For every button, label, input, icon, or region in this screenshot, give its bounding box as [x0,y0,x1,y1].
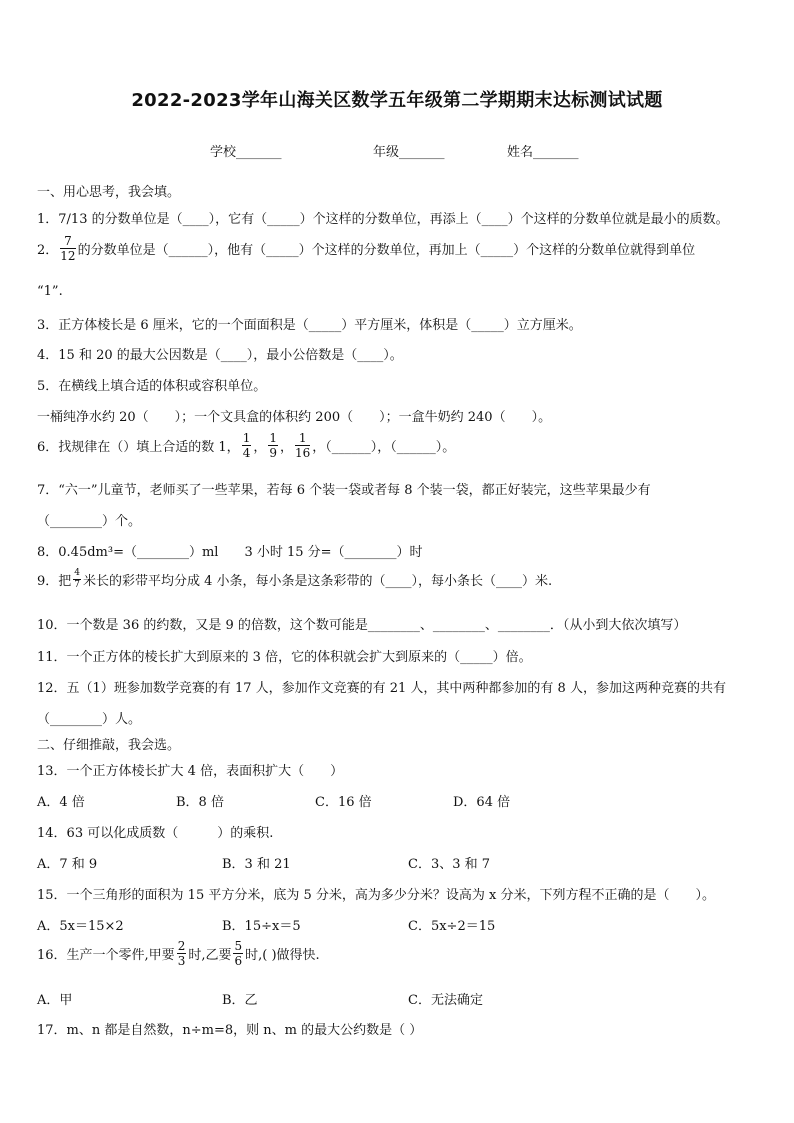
fraction-numerator: 7 [60,235,75,249]
option-c[interactable]: C．无法确定 [408,993,483,1008]
page-title: 2022-2023学年山海关区数学五年级第二学期期末达标测试试题 [131,90,663,111]
question-number: 2． [37,243,59,258]
option-a[interactable]: A．5x＝15×2 [37,919,124,934]
question-10: 10．一个数是 36 的约数，又是 9 的倍数，这个数可能是________、________、________．（从小到大依次填写） [37,618,687,633]
option-b[interactable]: B．乙 [222,993,258,1008]
fraction-2-3 [177,940,187,967]
question-1: 1．7/13 的分数单位是（____），它有（_____）个这样的分数单位，再添上（____）个这样的分数单位就是最小的质数。 [37,212,729,227]
grade-field[interactable]: 年级_______ [373,145,445,160]
fraction-denominator: 9 [269,446,277,460]
question-5: 5．在横线上填合适的体积或容积单位。 [37,379,267,394]
fraction-denominator: 6 [234,954,243,968]
question-text: 的分数单位是（______），他有（_____）个这样的分数单位，再加上（_____）个这样的分数单位就得到单位 [77,243,696,258]
fraction-denominator: 4 [242,446,251,460]
question-text: 9．把 [37,574,72,589]
question-13: 13．一个正方体棱长扩大 4 倍，表面积扩大（ ） [37,764,344,779]
option-d[interactable]: D．64 倍 [453,795,511,810]
fraction-1-4 [242,432,252,459]
fraction-1-16 [295,432,310,459]
fraction-numerator: 4 [74,568,81,578]
fraction-5-6 [233,940,243,967]
fraction-numerator: 5 [234,939,243,953]
separator: ， [253,440,267,455]
option-c[interactable]: C．16 倍 [315,795,372,810]
fraction-numerator: 1 [242,431,251,445]
question-7-continuation: （________）个。 [37,514,142,529]
question-3: 3．正方体棱长是 6 厘米，它的一个面面积是（_____）平方厘米，体积是（_____）立方厘米。 [37,318,582,333]
question-14: 14．63 可以化成质数（ ）的乘积. [37,826,274,841]
fraction-denominator: 3 [177,954,186,968]
question-answer-blanks: ，（______），（______）。 [312,440,456,455]
question-text: 时,( )做得快. [245,948,320,963]
fraction-numerator: 1 [295,432,310,446]
question-4: 4．15 和 20 的最大公因数是（____），最小公倍数是（____）。 [37,348,403,363]
question-9 [37,569,552,590]
section-heading-fill: 一、用心思考，我会填。 [37,185,181,200]
question-8: 8．0.45dm³=（________）ml 3 小时 15 分=（________）时 [37,545,423,560]
question-2 [37,235,695,262]
option-a[interactable]: A．7 和 9 [37,857,98,872]
separator: ， [279,440,293,455]
option-c[interactable]: C．3、3 和 7 [408,857,491,872]
option-b[interactable]: B．3 和 21 [222,857,291,872]
question-11: 11．一个正方体的棱长扩大到原来的 3 倍，它的体积就会扩大到原来的（_____）倍。 [37,650,532,665]
option-b[interactable]: B．15÷x＝5 [222,919,301,934]
question-6 [37,432,455,459]
name-field[interactable]: 姓名_______ [507,145,579,160]
fraction-4-7 [73,569,81,590]
fraction-numerator: 1 [269,431,277,445]
school-field[interactable]: 学校_______ [210,145,282,160]
question-text: 6．找规律在（）填上合适的数 1， [37,440,240,455]
question-15: 15．一个三角形的面积为 15 平方分米，底为 5 分米，高为多少分米？设高为 x 分米，下列方程不正确的是（ ）。 [37,888,715,903]
option-a[interactable]: A．4 倍 [37,795,85,810]
question-17: 17．m、n 都是自然数，n÷m=8，则 n、m 的最大公约数是（ ） [37,1023,423,1038]
option-b[interactable]: B．8 倍 [176,795,224,810]
question-12: 12．五（1）班参加数学竞赛的有 17 人，参加作文竞赛的有 21 人，其中两种都参加的有 8 人，参加这两种竞赛的共有 [37,681,726,696]
question-text: 米长的彩带平均分成 4 小条，每小条是这条彩带的（____），每小条长（____）米. [83,574,553,589]
question-7: 7．“六一”儿童节，老师买了一些苹果，若每 6 个装一袋或者每 8 个装一袋，都正好装完，这些苹果最少有 [37,483,651,498]
fraction-denominator: 12 [60,249,76,263]
question-5-items: 一桶纯净水约 20（ ）；一个文具盒的体积约 200（ ）；一盒牛奶约 240（ ）。 [37,410,552,425]
fraction-numerator: 2 [177,939,186,953]
option-a[interactable]: A．甲 [37,993,73,1008]
section-heading-choice: 二、仔细推敲，我会选。 [37,738,181,753]
option-c[interactable]: C．5x÷2＝15 [408,919,496,934]
question-text: 时,乙要 [188,948,232,963]
fraction-denominator: 7 [74,580,81,590]
fraction-1-9 [268,432,278,459]
question-12-continuation: （________）人。 [37,712,142,727]
question-16 [37,940,320,967]
fraction [60,235,75,262]
question-2-continuation: “1”. [37,284,63,299]
fraction-denominator: 16 [295,446,311,460]
question-text: 16．生产一个零件,甲要 [37,948,175,963]
